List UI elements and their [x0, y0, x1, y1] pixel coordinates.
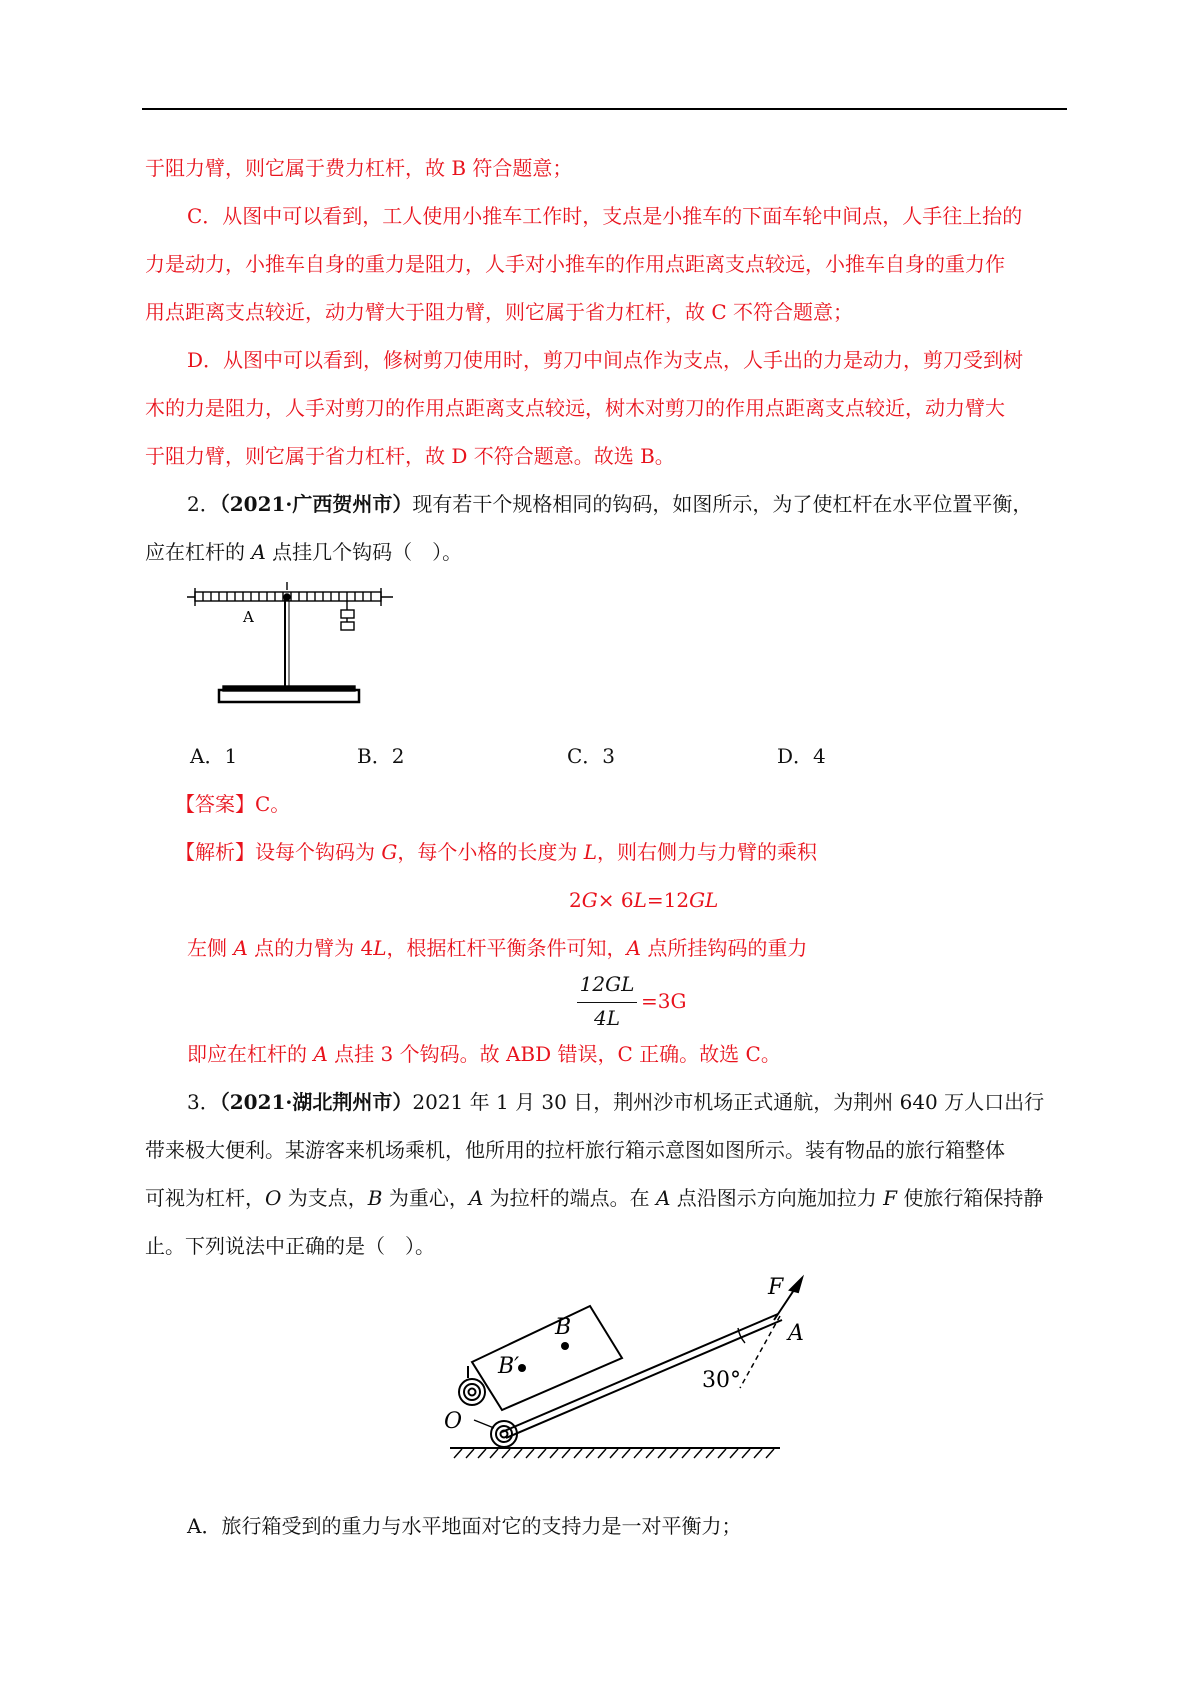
fraction-equation — [575, 972, 695, 1032]
fraction-result: =3G — [641, 989, 687, 1013]
question-number: 3． — [187, 1090, 220, 1114]
analysis-tag: 【解析】 — [175, 840, 255, 864]
text-line: 木的力是阻力，人手对剪刀的作用点距离支点较远，树木对剪刀的作用点距离支点较近，动力臂大 — [145, 396, 1005, 420]
question-text: 现有若干个规格相同的钩码，如图所示，为了使杠杆在水平位置平衡， — [412, 492, 1033, 516]
label-F: F — [768, 1275, 784, 1300]
variable-L: L — [373, 936, 387, 960]
analysis-line-3 — [187, 1040, 781, 1068]
variable-A: A — [468, 1186, 484, 1210]
label-B: B — [555, 1315, 572, 1340]
variable-O: O — [265, 1186, 282, 1210]
luggage-figure — [440, 1268, 804, 1488]
text-line: 于阻力臂，则它属于省力杠杆，故 D 不符合题意。故选 B。 — [145, 444, 675, 468]
analysis-text: 点所挂钩码的重力 — [641, 936, 808, 960]
analysis-line-2 — [187, 934, 807, 962]
question-text: 为支点， — [281, 1186, 368, 1210]
analysis-text: 左侧 — [187, 936, 234, 960]
text-line: 用点距离支点较近，动力臂大于阻力臂，则它属于省力杠杆，故 C 不符合题意； — [145, 300, 854, 324]
question-source: （2021·湖北荆州市） — [219, 1090, 413, 1114]
question-text: 点挂几个钩码（ ）。 — [265, 540, 463, 564]
label-A: A — [788, 1321, 804, 1346]
eq-part: 2 — [569, 888, 582, 912]
question-source: （2021·广西贺州市） — [219, 492, 413, 516]
eq-part: G — [581, 888, 598, 912]
hook-weight — [341, 610, 354, 618]
label-O: O — [444, 1409, 463, 1434]
question-3-option-a: A．旅行箱受到的重力与水平地面对它的支持力是一对平衡力； — [187, 1514, 742, 1538]
answer-line — [175, 790, 290, 818]
ground-hatching — [454, 1449, 774, 1458]
variable-L: L — [583, 840, 597, 864]
question-text: 点沿图示方向施加拉力 — [670, 1186, 884, 1210]
analysis-text: ，根据杠杆平衡条件可知， — [386, 936, 627, 960]
equation-1 — [569, 886, 718, 914]
question-2-line-1 — [187, 490, 1032, 518]
lever-base-top — [223, 686, 355, 691]
analysis-text: 即应在杠杆的 — [187, 1042, 314, 1066]
fraction-bar — [577, 1002, 637, 1003]
variable-A: A — [313, 1042, 328, 1066]
question-3-line-1 — [187, 1088, 1044, 1116]
angle-label: 30° — [702, 1368, 741, 1393]
analysis-text: 点挂 3 个钩码。故 ABD 错误，C 正确。故选 C。 — [327, 1042, 781, 1066]
question-2-line-2 — [145, 538, 462, 566]
text-line: D．从图中可以看到，修树剪刀使用时，剪刀中间点作为支点，人手出的力是动力，剪刀受到树 — [187, 348, 1024, 372]
option-b: B．2 — [357, 744, 405, 768]
question-text: 应在杠杆的 — [145, 540, 252, 564]
arrow-head — [790, 1278, 802, 1292]
variable-A: A — [251, 540, 266, 564]
wheel-upper — [459, 1379, 485, 1405]
variable-A: A — [233, 936, 248, 960]
option-a: A．1 — [190, 744, 238, 768]
question-3-line-4: 止。下列说法中正确的是（ ）。 — [145, 1234, 435, 1258]
eq-part: =12 — [646, 888, 690, 912]
label-B-prime: B′ — [498, 1354, 520, 1379]
lever-base — [219, 690, 359, 702]
header-rule — [142, 108, 1067, 110]
option-c: C．3 — [567, 744, 616, 768]
text-line: 于阻力臂，则它属于费力杠杆，故 B 符合题意； — [145, 156, 573, 180]
lever-figure — [185, 578, 395, 718]
answer-tag: 【答案】 — [175, 792, 255, 816]
fraction-denominator: 4L — [593, 1006, 620, 1030]
variable-A: A — [626, 936, 641, 960]
question-text: 使旅行箱保持静 — [897, 1186, 1044, 1210]
analysis-line-1 — [175, 838, 817, 866]
question-text: 为重心， — [382, 1186, 469, 1210]
point-A-label: A — [243, 608, 254, 626]
analysis-text: 点的力臂为 4 — [247, 936, 374, 960]
fraction-numerator: 12GL — [579, 972, 635, 996]
variable-B: B — [367, 1186, 383, 1210]
eq-part: × 6 — [597, 888, 634, 912]
question-text: 2021 年 1 月 30 日，荆州沙市机场正式通航，为荆州 640 万人口出行 — [412, 1090, 1045, 1114]
analysis-text: ，每个小格的长度为 — [397, 840, 584, 864]
variable-G: G — [381, 840, 398, 864]
answer-value: C。 — [255, 792, 291, 816]
question-text: 可视为杠杆， — [145, 1186, 265, 1210]
question-3-line-3 — [145, 1184, 1043, 1212]
text-line: 力是动力，小推车自身的重力是阻力，人手对小推车的作用点距离支点较远，小推车自身的重力作 — [145, 252, 1005, 276]
hook-weight — [341, 622, 354, 630]
eq-part: L — [633, 888, 647, 912]
eq-part: GL — [689, 888, 719, 912]
pivot-point — [284, 594, 290, 600]
point-B — [561, 1342, 569, 1350]
variable-A: A — [656, 1186, 671, 1210]
text-line: C．从图中可以看到，工人使用小推车工作时，支点是小推车的下面车轮中间点，人手往上抬的 — [187, 204, 1023, 228]
suitcase-body — [472, 1306, 622, 1410]
question-3-line-2: 带来极大便利。某游客来机场乘机，他所用的拉杆旅行箱示意图如图所示。装有物品的旅行箱整体 — [145, 1138, 1005, 1162]
o-leader-line — [474, 1420, 494, 1428]
question-text: 为拉杆的端点。在 — [483, 1186, 656, 1210]
analysis-text: 设每个钩码为 — [255, 840, 382, 864]
variable-F: F — [883, 1186, 898, 1210]
analysis-text: ，则右侧力与力臂的乘积 — [596, 840, 817, 864]
question-number: 2． — [187, 492, 220, 516]
point-B-prime — [518, 1364, 526, 1372]
option-d: D．4 — [777, 744, 826, 768]
